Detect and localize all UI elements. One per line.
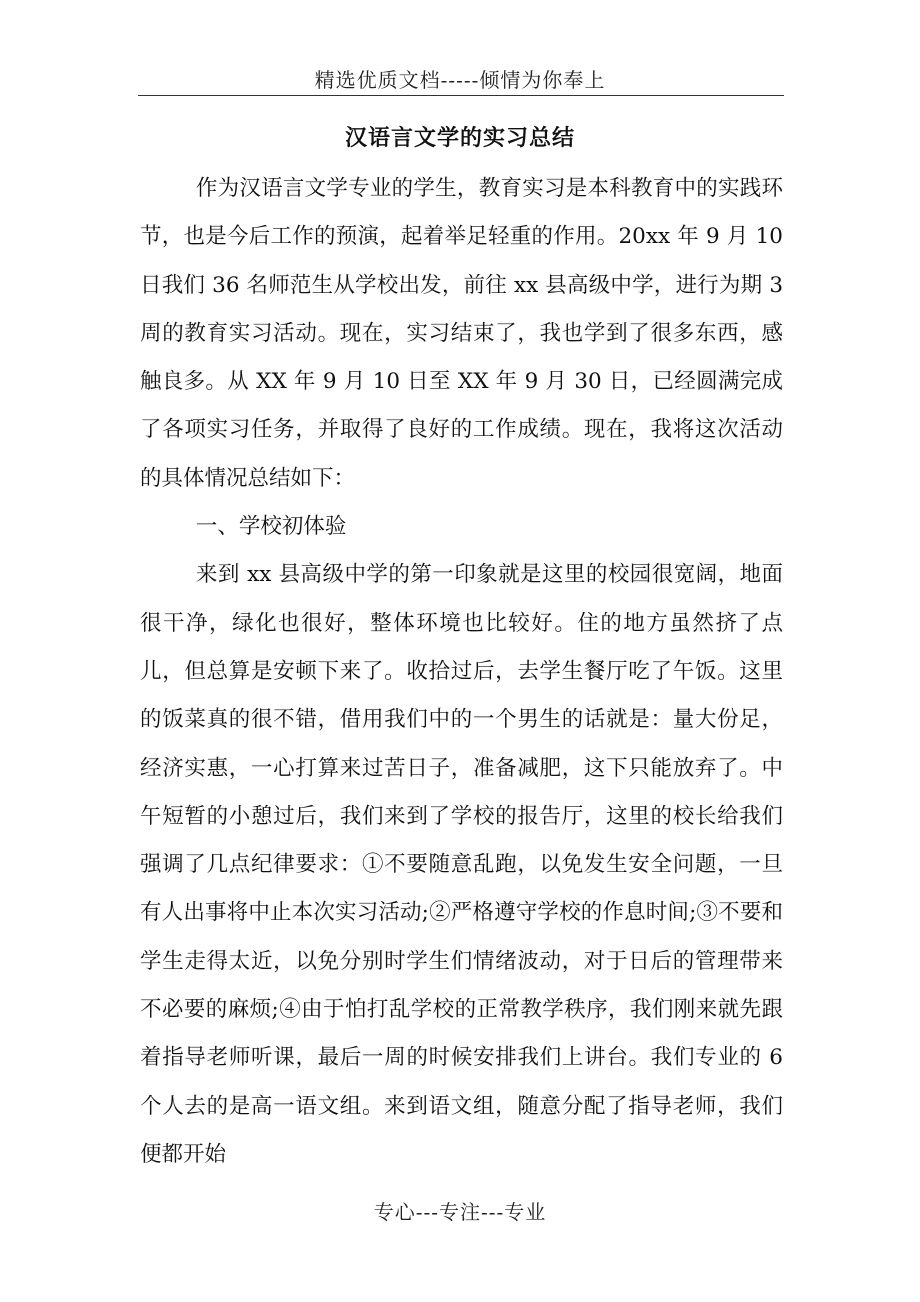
header-divider <box>138 95 784 96</box>
document-body <box>140 165 783 1179</box>
paragraph-intro: 作为汉语言文学专业的学生，教育实习是本科教育中的实践环节，也是今后工作的预演，起着举足轻重的作用。20xx 年 9 月 10 日我们 36 名师范生从学校出发，前往 xx 县高级中学，进行为期 3 周的教育实习活动。现在，实习结束了，我也学到了很多东西，感触良多。从 XX 年 9 月 10 日至 XX 年 9 月 30 日，已经圆满完成了各项实习任务，并取得了良好的工作成绩。现在，我将这次活动的具体情况总结如下： <box>140 176 783 491</box>
page-footer: 专心---专注---专业 <box>373 1200 547 1224</box>
document-title: 汉语言文学的实习总结 <box>344 125 575 151</box>
page-header: 精选优质文档-----倾情为你奉上 <box>314 68 606 92</box>
paragraph-section-1: 来到 xx 县高级中学的第一印象就是这里的校园很宽阔，地面很干净，绿化也很好，整体环境也比较好。住的地方虽然挤了点儿，但总算是安顿下来了。收拾过后，去学生餐厅吃了午饭。这里的饭菜真的很不错，借用我们中的一个男生的话就是：量大份足，经济实惠，一心打算来过苦日子，准备减肥，这下只能放弃了。中午短暂的小憩过后，我们来到了学校的报告厅，这里的校长给我们强调了几点纪律要求：①不要随意乱跑，以免发生安全问题，一旦有人出事将中止本次实习活动;②严格遵守学校的作息时间;③不要和学生走得太近，以免分别时学生们情绪波动，对于日后的管理带来不必要的麻烦;④由于怕打乱学校的正常教学秩序，我们刚来就先跟着指导老师听课，最后一周的时候安排我们上讲台。我们专业的 6 个人去的是高一语文组。来到语文组，随意分配了指导老师，我们便都开始 <box>140 562 783 1167</box>
section-heading: 一、学校初体验 <box>195 514 347 540</box>
